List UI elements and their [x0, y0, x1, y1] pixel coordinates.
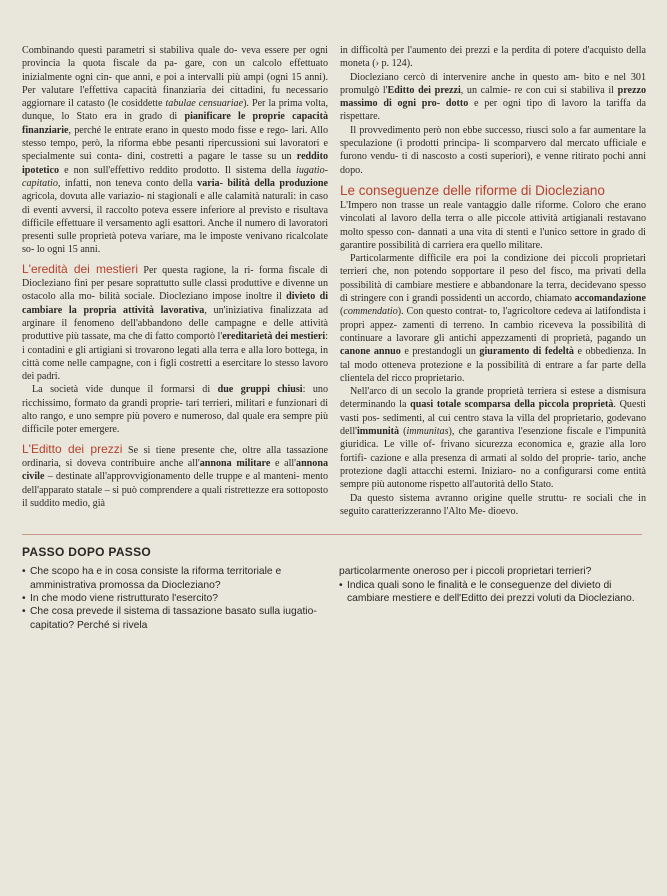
question-item: • In che modo viene ristrutturato l'esercito? — [22, 592, 218, 604]
question-continuation: particolarmente oneroso per i piccoli proprietari terrieri? — [339, 566, 592, 578]
paragraph: Nell'arco di un secolo la grande proprietà terriera si estese a dismisura determinando la quasi totale scomparsa della piccola proprietà. Questi vasti pos- sedimenti, al cui centro stava la villa del proprietario, godevano dell'immunità (immunitas), che garantiva l'esenzione fiscale e l'impunità giuridica. Le ville of- frivano sicurezza economica e, grazie alla loro fortifi- cazione e alla presenza di armati al soldo del proprie- tario, anche protezione dagli attacchi esterni. Iniziaro- no a configurarsi come entità sempre più autonome rispetto all'autorità dello Stato. — [340, 386, 647, 491]
passo-dopo-passo-box — [22, 545, 642, 632]
questions-left — [22, 565, 325, 632]
page-reference: › p. 124 — [375, 58, 407, 70]
bullet-icon: • — [22, 606, 26, 618]
paragraph: L'eredità dei mestieri Per questa ragione, la ri- forma fiscale di Diocleziano finì per pesare soprattutto sulle classi produttive e divenne un ostacolo alla mo- bilità sociale. Diocleziano impose inoltre il divieto di cambiare la propria attività lavorativa, un'iniziativa finalizzata ad arginare il fenomeno dell'abbandono delle campagne e delle attività produttive più tassate, ma che di fatto comportò l'ereditarietà dei mestieri: i contadini e gli artigiani si trovarono legati alla terra e alla loro bottega, in città come nelle campagne, con i figli costretti a esercitare lo stesso lavoro dei padri. — [22, 261, 328, 383]
paragraph: Il provvedimento però non ebbe successo, riuscì solo a far aumentare la speculazione (i prodotti principa- li scomparvero dal mercato ufficiale e furono vendu- ti di nascosto a costi superiori), e venne ritirato pochi anni dopo. — [340, 124, 646, 176]
section-heading: Le conseguenze delle riforme di Diocleziano — [340, 182, 605, 198]
right-column — [340, 44, 646, 518]
bullet-icon: • — [339, 579, 343, 591]
paragraph: in difficoltà per l'aumento dei prezzi e la perdita di potere d'acquisto della moneta (› p. 124). — [340, 45, 646, 70]
bullet-icon: • — [22, 592, 26, 604]
section-heading: L'eredità dei mestieri — [22, 261, 139, 276]
paragraph: L'Editto dei prezzi Se si tiene presente che, oltre alla tassazione ordinaria, si doveva contribuire anche all'annona militare e all'annona civile – destinate all'approvvigionamento delle truppe e al manteni- mento dell'apparato statale – si può comprendere a quali ristrettezze era sottoposto il suddito medio, già — [22, 441, 328, 509]
paragraph: Diocleziano cercò di intervenire anche in questo am- bito e nel 301 promulgò l'Editto dei prezzi, un calmie- re con cui si stabiliva il prezzo massimo di ogni pro- dotto e per ogni tipo di lavoro la tariffa da rispettare. — [340, 71, 647, 123]
two-column-text — [22, 44, 647, 518]
paragraph: Combinando questi parametri si stabiliva quale do- veva essere per ogni provincia la quota fiscale da pa- gare, con un calcolo effettuato inizialmente ogni cin- que anni, e poi a intervalli più ampi (ogni 15 anni). Per valutare l'effettiva capacità finanziaria dei cittadini, fu necessario aggiornare il catasto (le cosiddette tabulae censuariae). Per la prima volta, dunque, lo Stato era in grado di pianificare le proprie capacità finanziarie, perché le entrate erano in questo modo fisse e rego- lari. Allo stesso tempo, però, la riforma ebbe pesanti ripercussioni sui lavoratori e specialmente sui conta- dini, costretti a pagare le tasse su un reddito ipotetico e non sull'effettivo reddito prodotto. Il sistema della iugatio-capitatio, infatti, non teneva conto della varia- bilità della produzione agricola, dovuta alle variazio- ni stagionali e alle calamità naturali: in caso di eventi avversi, il raccolto poteva essere inferiore al previsto e risultava difficile effettuare il versamento agli esattori. Anche il numero di lavoratori presenti sulle proprietà poteva variare, ma le imposte venivano ricalcolate so- lo ogni 15 anni. — [22, 45, 329, 256]
paragraph: L'Impero non trasse un reale vantaggio dalle riforme. Coloro che erano vincolati al lavoro della terra o alle piccole attività artigianali restavano molto spesso con- dannati a una vita di stenti e l'unico settore in grado di garantire possibilità di carriera era quello militare. — [340, 199, 646, 251]
question-item: • Che scopo ha e in cosa consiste la riforma territoriale e amministrativa promossa da Diocleziano? — [22, 566, 282, 591]
box-title: PASSO DOPO PASSO — [22, 545, 152, 560]
bullet-icon: • — [22, 566, 26, 578]
question-columns — [22, 565, 642, 632]
divider — [22, 534, 642, 535]
paragraph: Da questo sistema avranno origine quelle struttu- re sociali che in seguito caratterizzeranno l'Alto Me- dioevo. — [340, 492, 646, 517]
paragraph: Particolarmente difficile era poi la condizione dei piccoli proprietari terrieri che, non potendo sopportare il peso del fisco, ma privati della possibilità di cambiare mestiere e abbandonare la terra, decidevano spesso di stringere con i grandi possidenti un accordo, chiamato accomandazione (commendatio). Con questo contrat- to, l'agricoltore cedeva ai latifondista i propri appez- zamenti di terreno. In cambio riceveva la possibilità di continuare a lavorare gli antichi appezzamenti di proprietà, pagando un canone annuo e prestandogli un giuramento di fedeltà e obbedienza. In tal modo otteneva protezione e la possibilità di entrare a far parte della clientela del ricco proprietario. — [340, 253, 646, 384]
paragraph: La società vide dunque il formarsi di due gruppi chiusi: uno ricchissimo, formato da grandi proprie- tari terrieri, militari e funzionari di alto rango, e uno sempre più povero e numeroso, dal quale era sempre più difficile poter emergere. — [22, 384, 329, 436]
section-heading: L'Editto dei prezzi — [22, 441, 123, 456]
question-item: • Che cosa prevede il sistema di tassazione basato sulla iugatio-capitatio? Perché si rivela — [22, 606, 317, 631]
questions-right — [339, 565, 642, 632]
question-item: • Indica quali sono le finalità e le conseguenze del divieto di cambiare mestiere e dell'Editto dei prezzi voluti da Diocleziano. — [339, 579, 635, 604]
left-column — [22, 44, 328, 518]
